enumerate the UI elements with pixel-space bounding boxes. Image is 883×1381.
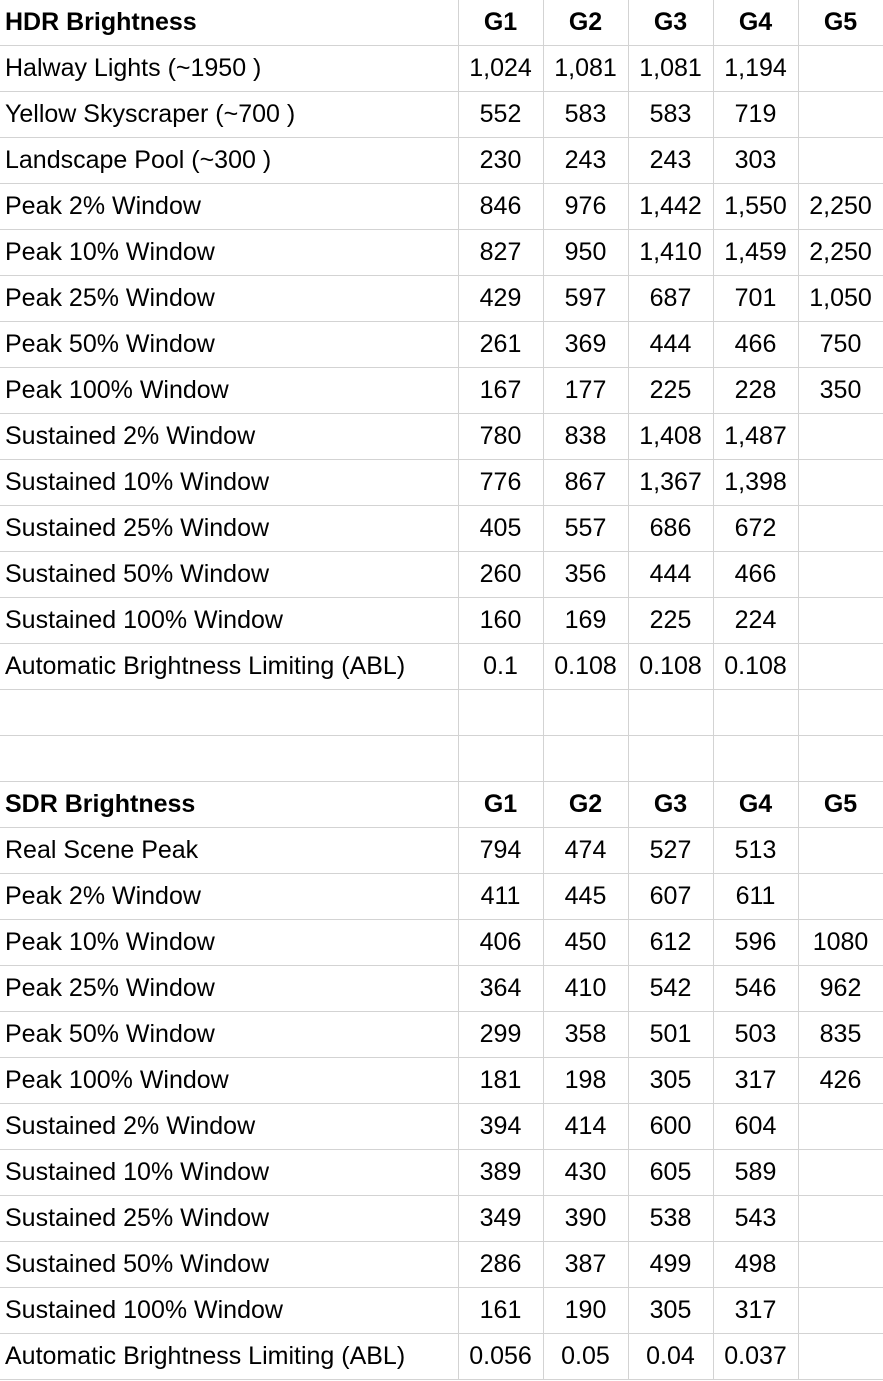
value-cell[interactable] bbox=[798, 46, 883, 92]
value-cell[interactable]: 228 bbox=[713, 368, 798, 414]
value-cell[interactable]: 701 bbox=[713, 276, 798, 322]
value-cell[interactable]: 794 bbox=[458, 828, 543, 874]
value-cell[interactable]: 527 bbox=[628, 828, 713, 874]
value-cell[interactable]: 299 bbox=[458, 1012, 543, 1058]
value-cell[interactable]: 612 bbox=[628, 920, 713, 966]
empty-cell[interactable] bbox=[798, 736, 883, 782]
value-cell[interactable]: 543 bbox=[713, 1196, 798, 1242]
value-cell[interactable]: 0.04 bbox=[628, 1334, 713, 1380]
value-cell[interactable]: 387 bbox=[543, 1242, 628, 1288]
value-cell[interactable]: 181 bbox=[458, 1058, 543, 1104]
value-cell[interactable]: 1,081 bbox=[628, 46, 713, 92]
table-row bbox=[0, 414, 883, 460]
value-cell[interactable]: 444 bbox=[628, 322, 713, 368]
value-cell[interactable]: 1,367 bbox=[628, 460, 713, 506]
empty-cell[interactable] bbox=[713, 736, 798, 782]
value-cell[interactable] bbox=[798, 1242, 883, 1288]
row-label[interactable]: Sustained 50% Window bbox=[0, 1242, 458, 1288]
value-cell[interactable]: 0.056 bbox=[458, 1334, 543, 1380]
value-cell[interactable]: 600 bbox=[628, 1104, 713, 1150]
value-cell[interactable]: 513 bbox=[713, 828, 798, 874]
row-label[interactable]: Halway Lights (~1950 ) bbox=[0, 46, 458, 92]
value-cell[interactable]: 243 bbox=[628, 138, 713, 184]
table-row bbox=[0, 230, 883, 276]
column-header-g4[interactable]: G4 bbox=[713, 0, 798, 46]
value-cell[interactable]: 225 bbox=[628, 598, 713, 644]
value-cell[interactable]: 369 bbox=[543, 322, 628, 368]
value-cell[interactable]: 303 bbox=[713, 138, 798, 184]
empty-cell[interactable] bbox=[713, 690, 798, 736]
value-cell[interactable]: 198 bbox=[543, 1058, 628, 1104]
value-cell[interactable]: 1,550 bbox=[713, 184, 798, 230]
value-cell[interactable]: 317 bbox=[713, 1288, 798, 1334]
value-cell[interactable]: 177 bbox=[543, 368, 628, 414]
value-cell[interactable]: 305 bbox=[628, 1288, 713, 1334]
value-cell[interactable]: 0.1 bbox=[458, 644, 543, 690]
value-cell[interactable]: 358 bbox=[543, 1012, 628, 1058]
sdr-title[interactable]: SDR Brightness bbox=[0, 782, 458, 828]
empty-cell[interactable] bbox=[0, 690, 458, 736]
value-cell[interactable]: 1,398 bbox=[713, 460, 798, 506]
table-row bbox=[0, 92, 883, 138]
column-header-g4[interactable]: G4 bbox=[713, 782, 798, 828]
empty-cell[interactable] bbox=[543, 690, 628, 736]
value-cell[interactable] bbox=[798, 1196, 883, 1242]
value-cell[interactable]: 243 bbox=[543, 138, 628, 184]
empty-cell[interactable] bbox=[0, 736, 458, 782]
row-label[interactable]: Yellow Skyscraper (~700 ) bbox=[0, 92, 458, 138]
table-row bbox=[0, 966, 883, 1012]
table-row bbox=[0, 1196, 883, 1242]
column-header-g2[interactable]: G2 bbox=[543, 0, 628, 46]
value-cell[interactable]: 161 bbox=[458, 1288, 543, 1334]
value-cell[interactable]: 390 bbox=[543, 1196, 628, 1242]
value-cell[interactable]: 1,410 bbox=[628, 230, 713, 276]
column-header-g2[interactable]: G2 bbox=[543, 782, 628, 828]
row-label[interactable]: Real Scene Peak bbox=[0, 828, 458, 874]
value-cell[interactable]: 827 bbox=[458, 230, 543, 276]
value-cell[interactable]: 867 bbox=[543, 460, 628, 506]
row-label[interactable]: Peak 2% Window bbox=[0, 874, 458, 920]
value-cell[interactable]: 389 bbox=[458, 1150, 543, 1196]
value-cell[interactable]: 552 bbox=[458, 92, 543, 138]
value-cell[interactable]: 498 bbox=[713, 1242, 798, 1288]
empty-cell[interactable] bbox=[798, 690, 883, 736]
row-label[interactable]: Sustained 10% Window bbox=[0, 460, 458, 506]
value-cell[interactable] bbox=[798, 1150, 883, 1196]
table-row bbox=[0, 1058, 883, 1104]
value-cell[interactable]: 1,081 bbox=[543, 46, 628, 92]
row-label[interactable]: Sustained 2% Window bbox=[0, 414, 458, 460]
value-cell[interactable]: 597 bbox=[543, 276, 628, 322]
empty-cell[interactable] bbox=[628, 736, 713, 782]
empty-cell[interactable] bbox=[458, 690, 543, 736]
value-cell[interactable]: 0.108 bbox=[713, 644, 798, 690]
row-label[interactable]: Automatic Brightness Limiting (ABL) bbox=[0, 644, 458, 690]
empty-cell[interactable] bbox=[628, 690, 713, 736]
value-cell[interactable] bbox=[798, 644, 883, 690]
table-row bbox=[0, 1242, 883, 1288]
value-cell[interactable] bbox=[798, 552, 883, 598]
value-cell[interactable]: 405 bbox=[458, 506, 543, 552]
value-cell[interactable]: 501 bbox=[628, 1012, 713, 1058]
value-cell[interactable]: 414 bbox=[543, 1104, 628, 1150]
value-cell[interactable] bbox=[798, 138, 883, 184]
value-cell[interactable]: 607 bbox=[628, 874, 713, 920]
table-row bbox=[0, 368, 883, 414]
row-label[interactable]: Sustained 2% Window bbox=[0, 1104, 458, 1150]
row-label[interactable]: Peak 10% Window bbox=[0, 230, 458, 276]
value-cell[interactable]: 2,250 bbox=[798, 184, 883, 230]
value-cell[interactable]: 589 bbox=[713, 1150, 798, 1196]
blank-row bbox=[0, 736, 883, 782]
table-row bbox=[0, 552, 883, 598]
value-cell[interactable] bbox=[798, 1334, 883, 1380]
value-cell[interactable]: 611 bbox=[713, 874, 798, 920]
value-cell[interactable]: 364 bbox=[458, 966, 543, 1012]
value-cell[interactable]: 1,194 bbox=[713, 46, 798, 92]
row-label[interactable]: Peak 25% Window bbox=[0, 276, 458, 322]
value-cell[interactable]: 190 bbox=[543, 1288, 628, 1334]
column-header-g1[interactable]: G1 bbox=[458, 0, 543, 46]
value-cell[interactable]: 466 bbox=[713, 552, 798, 598]
hdr-header-row bbox=[0, 0, 883, 46]
value-cell[interactable]: 225 bbox=[628, 368, 713, 414]
value-cell[interactable] bbox=[798, 92, 883, 138]
value-cell[interactable]: 444 bbox=[628, 552, 713, 598]
row-label[interactable]: Peak 50% Window bbox=[0, 322, 458, 368]
value-cell[interactable]: 750 bbox=[798, 322, 883, 368]
value-cell[interactable]: 2,250 bbox=[798, 230, 883, 276]
column-header-g3[interactable]: G3 bbox=[628, 782, 713, 828]
blank-row bbox=[0, 690, 883, 736]
value-cell[interactable]: 0.108 bbox=[628, 644, 713, 690]
value-cell[interactable]: 962 bbox=[798, 966, 883, 1012]
value-cell[interactable] bbox=[798, 506, 883, 552]
value-cell[interactable]: 719 bbox=[713, 92, 798, 138]
value-cell[interactable] bbox=[798, 1288, 883, 1334]
row-label[interactable]: Peak 50% Window bbox=[0, 1012, 458, 1058]
hdr-title[interactable]: HDR Brightness bbox=[0, 0, 458, 46]
value-cell[interactable]: 503 bbox=[713, 1012, 798, 1058]
value-cell[interactable]: 780 bbox=[458, 414, 543, 460]
value-cell[interactable]: 605 bbox=[628, 1150, 713, 1196]
value-cell[interactable]: 583 bbox=[543, 92, 628, 138]
value-cell[interactable]: 317 bbox=[713, 1058, 798, 1104]
value-cell[interactable]: 406 bbox=[458, 920, 543, 966]
table-row bbox=[0, 322, 883, 368]
value-cell[interactable]: 557 bbox=[543, 506, 628, 552]
row-label[interactable]: Automatic Brightness Limiting (ABL) bbox=[0, 1334, 458, 1380]
value-cell[interactable]: 426 bbox=[798, 1058, 883, 1104]
value-cell[interactable]: 445 bbox=[543, 874, 628, 920]
value-cell[interactable]: 596 bbox=[713, 920, 798, 966]
value-cell[interactable]: 305 bbox=[628, 1058, 713, 1104]
table-row bbox=[0, 46, 883, 92]
value-cell[interactable]: 410 bbox=[543, 966, 628, 1012]
value-cell[interactable]: 542 bbox=[628, 966, 713, 1012]
row-label[interactable]: Sustained 25% Window bbox=[0, 1196, 458, 1242]
value-cell[interactable]: 686 bbox=[628, 506, 713, 552]
value-cell[interactable] bbox=[798, 414, 883, 460]
table-row bbox=[0, 276, 883, 322]
value-cell[interactable]: 950 bbox=[543, 230, 628, 276]
value-cell[interactable]: 1,487 bbox=[713, 414, 798, 460]
value-cell[interactable]: 261 bbox=[458, 322, 543, 368]
value-cell[interactable]: 583 bbox=[628, 92, 713, 138]
row-label[interactable]: Sustained 25% Window bbox=[0, 506, 458, 552]
value-cell[interactable] bbox=[798, 598, 883, 644]
value-cell[interactable]: 167 bbox=[458, 368, 543, 414]
value-cell[interactable]: 1,459 bbox=[713, 230, 798, 276]
value-cell[interactable]: 430 bbox=[543, 1150, 628, 1196]
table-row bbox=[0, 598, 883, 644]
value-cell[interactable] bbox=[798, 460, 883, 506]
value-cell[interactable]: 160 bbox=[458, 598, 543, 644]
row-label[interactable]: Sustained 50% Window bbox=[0, 552, 458, 598]
value-cell[interactable]: 260 bbox=[458, 552, 543, 598]
value-cell[interactable]: 466 bbox=[713, 322, 798, 368]
value-cell[interactable]: 687 bbox=[628, 276, 713, 322]
value-cell[interactable]: 474 bbox=[543, 828, 628, 874]
row-label[interactable]: Peak 100% Window bbox=[0, 1058, 458, 1104]
value-cell[interactable]: 450 bbox=[543, 920, 628, 966]
table-row bbox=[0, 644, 883, 690]
row-label[interactable]: Peak 25% Window bbox=[0, 966, 458, 1012]
value-cell[interactable]: 0.037 bbox=[713, 1334, 798, 1380]
value-cell[interactable] bbox=[798, 874, 883, 920]
value-cell[interactable] bbox=[798, 1104, 883, 1150]
table-row bbox=[0, 1012, 883, 1058]
value-cell[interactable]: 776 bbox=[458, 460, 543, 506]
table-row bbox=[0, 828, 883, 874]
table-row bbox=[0, 460, 883, 506]
value-cell[interactable]: 394 bbox=[458, 1104, 543, 1150]
row-label[interactable]: Peak 2% Window bbox=[0, 184, 458, 230]
row-label[interactable]: Peak 10% Window bbox=[0, 920, 458, 966]
column-header-g5[interactable]: G5 bbox=[798, 0, 883, 46]
value-cell[interactable]: 835 bbox=[798, 1012, 883, 1058]
value-cell[interactable]: 350 bbox=[798, 368, 883, 414]
row-label[interactable]: Sustained 100% Window bbox=[0, 1288, 458, 1334]
column-header-g1[interactable]: G1 bbox=[458, 782, 543, 828]
empty-cell[interactable] bbox=[543, 736, 628, 782]
table-row bbox=[0, 1104, 883, 1150]
value-cell[interactable]: 846 bbox=[458, 184, 543, 230]
value-cell[interactable]: 538 bbox=[628, 1196, 713, 1242]
table-row bbox=[0, 506, 883, 552]
empty-cell[interactable] bbox=[458, 736, 543, 782]
value-cell[interactable]: 838 bbox=[543, 414, 628, 460]
table-row bbox=[0, 1334, 883, 1380]
value-cell[interactable]: 672 bbox=[713, 506, 798, 552]
value-cell[interactable]: 1,408 bbox=[628, 414, 713, 460]
value-cell[interactable] bbox=[798, 828, 883, 874]
value-cell[interactable]: 1,442 bbox=[628, 184, 713, 230]
row-label[interactable]: Peak 100% Window bbox=[0, 368, 458, 414]
column-header-g3[interactable]: G3 bbox=[628, 0, 713, 46]
value-cell[interactable]: 0.05 bbox=[543, 1334, 628, 1380]
value-cell[interactable]: 169 bbox=[543, 598, 628, 644]
table-row bbox=[0, 184, 883, 230]
value-cell[interactable]: 546 bbox=[713, 966, 798, 1012]
value-cell[interactable]: 604 bbox=[713, 1104, 798, 1150]
value-cell[interactable]: 230 bbox=[458, 138, 543, 184]
value-cell[interactable]: 429 bbox=[458, 276, 543, 322]
value-cell[interactable]: 1080 bbox=[798, 920, 883, 966]
table-row bbox=[0, 920, 883, 966]
sdr-header-row bbox=[0, 782, 883, 828]
row-label[interactable]: Landscape Pool (~300 ) bbox=[0, 138, 458, 184]
column-header-g5[interactable]: G5 bbox=[798, 782, 883, 828]
value-cell[interactable]: 976 bbox=[543, 184, 628, 230]
value-cell[interactable]: 356 bbox=[543, 552, 628, 598]
value-cell[interactable]: 349 bbox=[458, 1196, 543, 1242]
table-row bbox=[0, 874, 883, 920]
value-cell[interactable]: 1,050 bbox=[798, 276, 883, 322]
row-label[interactable]: Sustained 100% Window bbox=[0, 598, 458, 644]
table-row bbox=[0, 1150, 883, 1196]
value-cell[interactable]: 224 bbox=[713, 598, 798, 644]
table-row bbox=[0, 1288, 883, 1334]
value-cell[interactable]: 499 bbox=[628, 1242, 713, 1288]
value-cell[interactable]: 286 bbox=[458, 1242, 543, 1288]
row-label[interactable]: Sustained 10% Window bbox=[0, 1150, 458, 1196]
value-cell[interactable]: 411 bbox=[458, 874, 543, 920]
value-cell[interactable]: 1,024 bbox=[458, 46, 543, 92]
value-cell[interactable]: 0.108 bbox=[543, 644, 628, 690]
table-row bbox=[0, 138, 883, 184]
